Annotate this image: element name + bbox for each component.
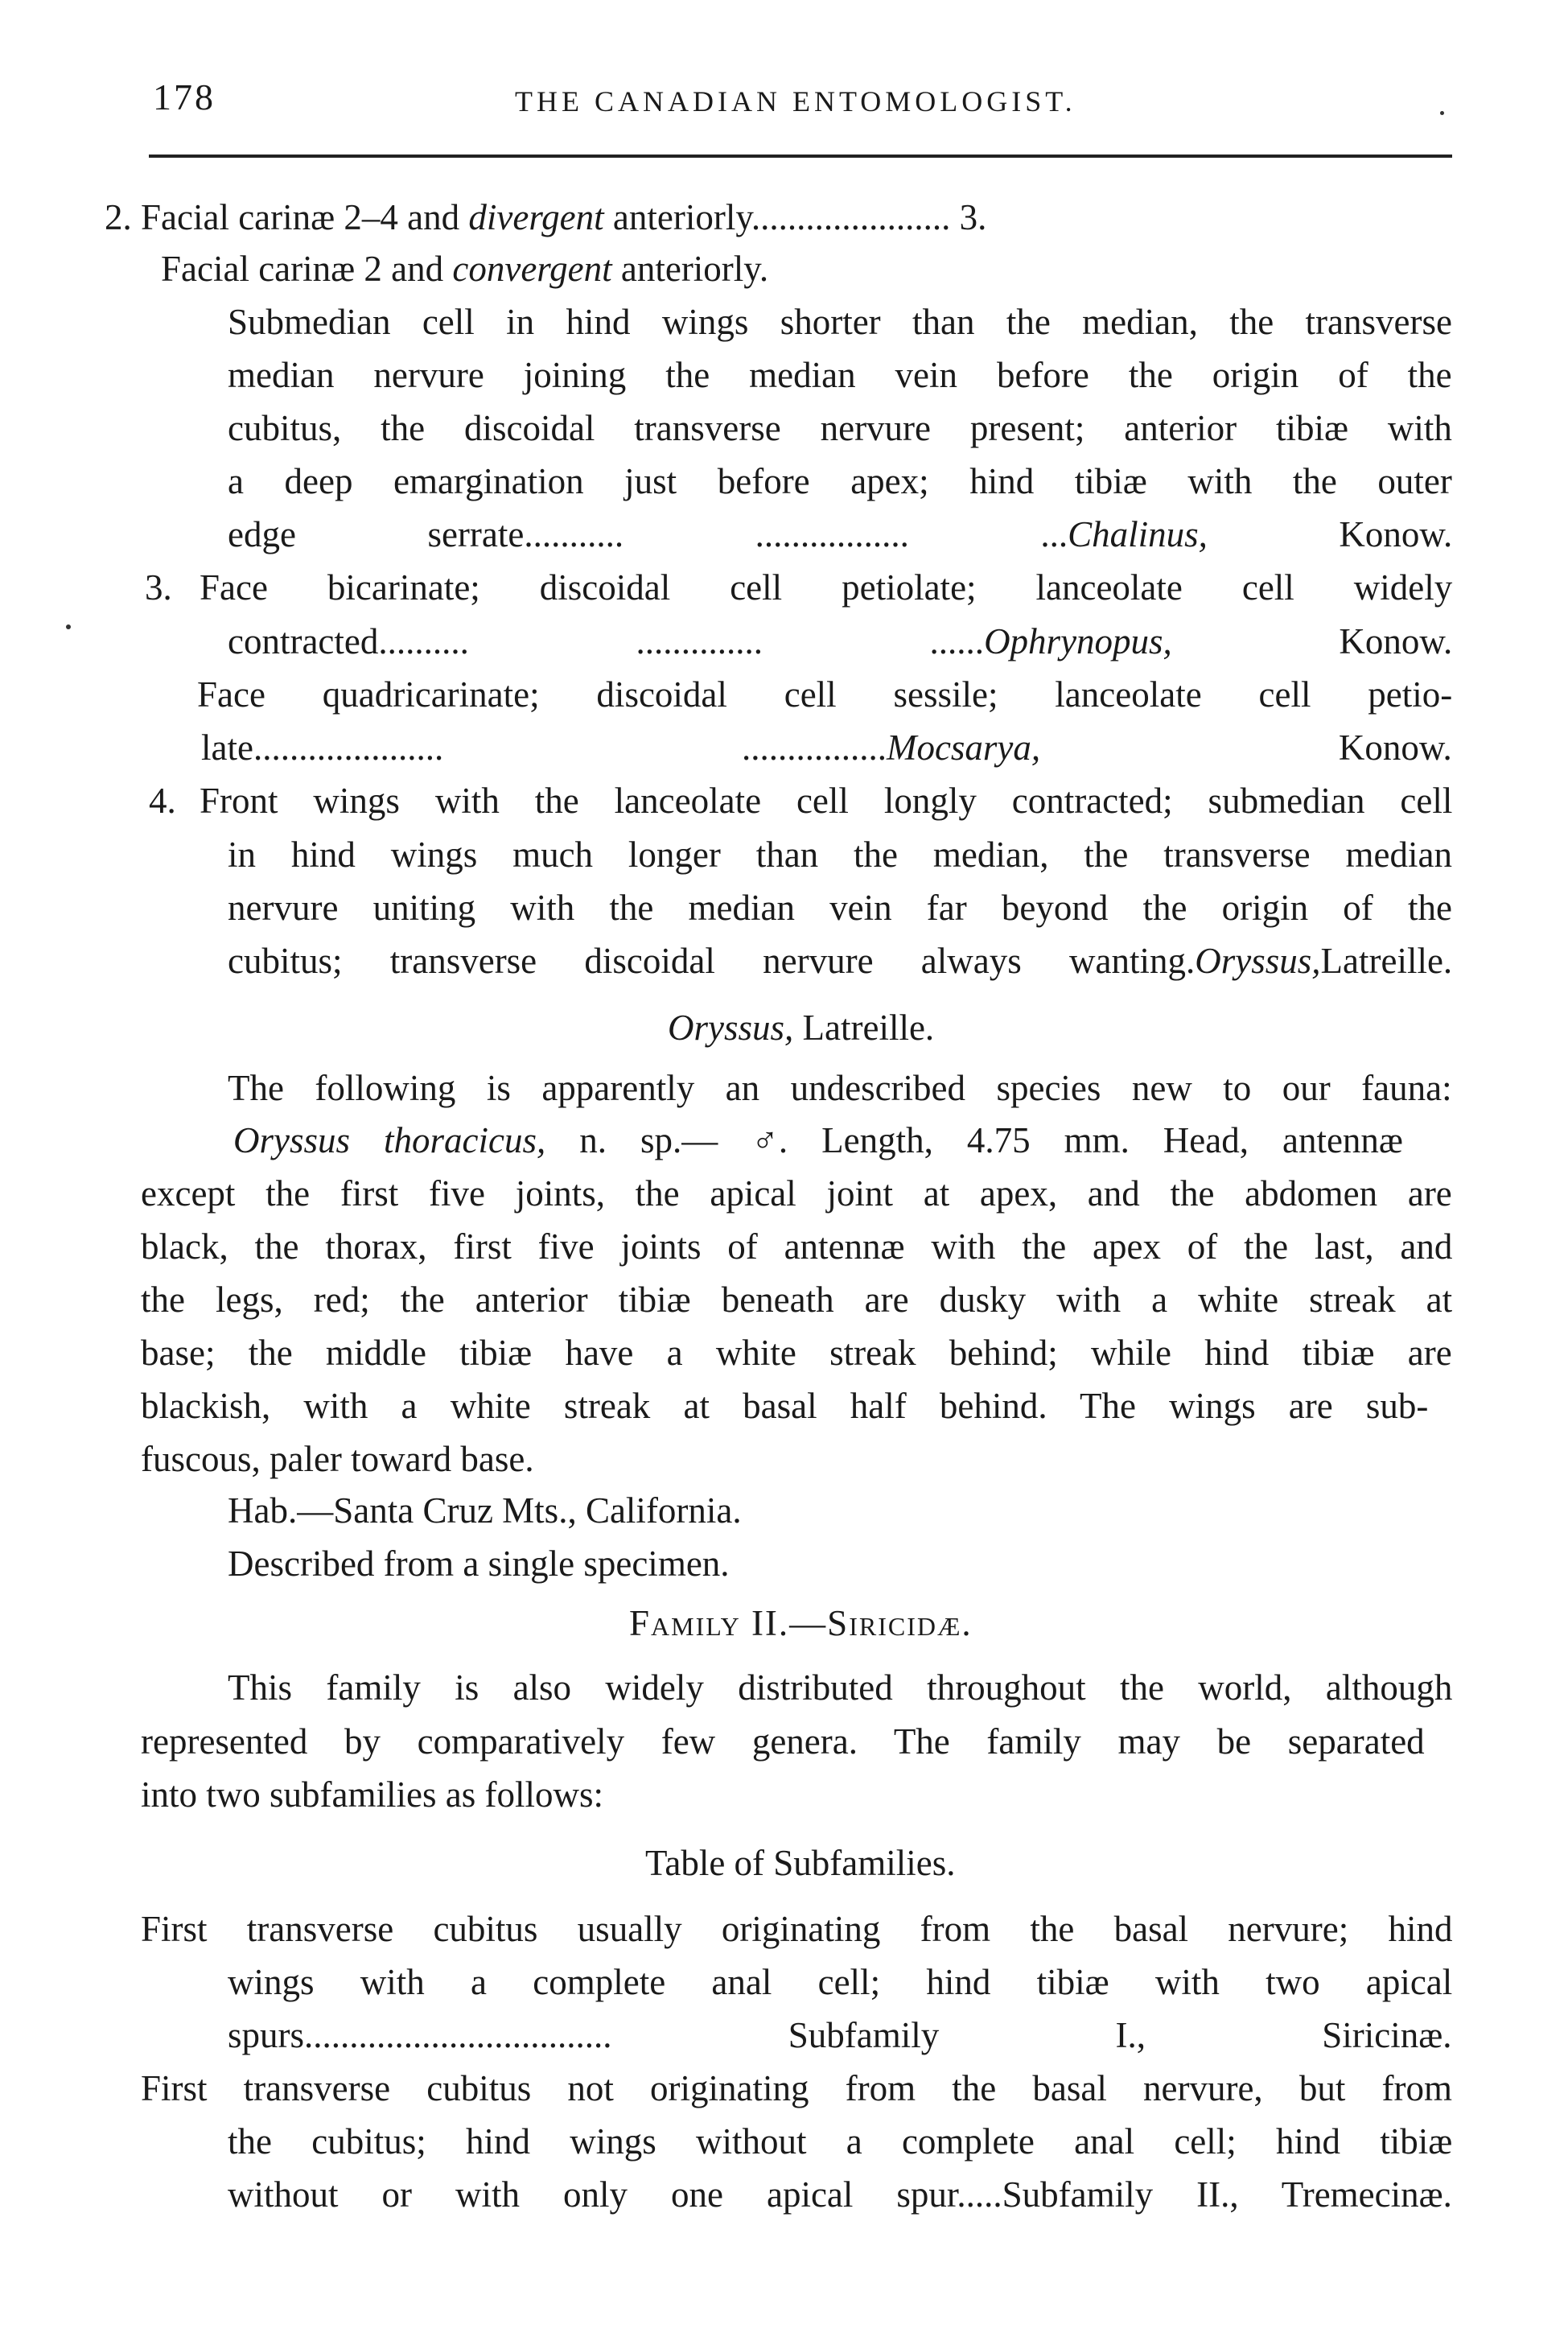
- text-run: Front wings with the lanceolate cell longly contracted; submedian cell: [200, 781, 1453, 821]
- margin-speck: [66, 624, 71, 629]
- text-run: base; the middle tibiæ have a white streak behind; while hind tibiæ are: [141, 1333, 1452, 1373]
- text-run: Latreille.: [793, 1008, 935, 1048]
- text-line: [200, 783, 1452, 819]
- text-line: [141, 2068, 1452, 2108]
- text-run: n. sp.— ♂. Length, 4.75 mm. Head, antennæ: [545, 1120, 1403, 1160]
- text-run: represented by comparatively few genera. The family may be separated: [141, 1721, 1425, 1762]
- text-run: anteriorly...................... 3.: [603, 197, 987, 237]
- text-run: anteriorly.: [611, 249, 769, 289]
- text-run: Submedian cell in hind wings shorter than the median, the transverse: [228, 302, 1452, 342]
- text-line: [141, 1173, 1452, 1214]
- italic-run: Mocsarya,: [886, 727, 1041, 768]
- text-run: into two subfamilies as follows:: [141, 1774, 603, 1815]
- text-line: [228, 1667, 1453, 1708]
- italic-run: divergent: [468, 197, 604, 237]
- text-run: median nervure joining the median vein before the origin of the: [228, 355, 1452, 395]
- text-line: [228, 837, 1452, 873]
- text-line: [141, 1226, 1453, 1267]
- text-line: [141, 1388, 1428, 1424]
- text-run: Konow.: [1207, 514, 1453, 554]
- text-run: nervure uniting with the median vein far beyond the origin of the: [228, 888, 1452, 928]
- text-line: [201, 727, 1452, 768]
- text-run: First transverse cubitus usually originating from the basal nervure; hind: [141, 1909, 1453, 1949]
- speck-mark: [1440, 111, 1444, 115]
- text-line: [228, 304, 1452, 340]
- text-run: in hind wings much longer than the median, the transverse median: [228, 835, 1452, 875]
- text-run: cubitus; transverse discoidal nervure always wanting.: [228, 941, 1196, 981]
- text-run: The following is apparently an undescribed species new to our fauna:: [228, 1068, 1452, 1108]
- key-number: 2.: [105, 197, 132, 237]
- text-run: Hab.—Santa Cruz Mts., California.: [228, 1490, 742, 1531]
- text-run: black, the thorax, first five joints of antennæ with the apex of the last, and: [141, 1226, 1453, 1267]
- text-line: [141, 1721, 1425, 1762]
- text-line: [233, 1120, 1403, 1160]
- text-run: Face bicarinate; discoidal cell petiolate; lanceolate cell widely: [200, 567, 1453, 608]
- table-heading: Table of Subfamilies.: [645, 1843, 956, 1883]
- key-number: 4.: [149, 781, 176, 821]
- text-run: contracted.......... .............. ......: [228, 621, 985, 661]
- text-line: [141, 1441, 534, 1477]
- text-line: [161, 251, 768, 287]
- running-head: THE CANADIAN ENTOMOLOGIST.: [515, 85, 1076, 117]
- text-line: [228, 357, 1452, 394]
- text-line: [228, 410, 1452, 447]
- italic-run: convergent: [452, 249, 612, 289]
- text-run: a deep emargination just before apex; hind tibiæ with the outer: [228, 461, 1452, 501]
- text-line: [200, 567, 1453, 608]
- text-run: without or with only one apical spur.....Subfamily II., Tremecinæ.: [228, 2174, 1452, 2215]
- text-run: Konow.: [1171, 621, 1453, 661]
- italic-run: Oryssus,: [668, 1008, 794, 1048]
- italic-run: Oryssus thoracicus,: [233, 1120, 546, 1160]
- text-line: [228, 943, 1452, 979]
- text-run: spurs.................................. Subfamily I., Siricinæ.: [228, 2015, 1452, 2055]
- italic-run: Ophrynopus,: [984, 621, 1172, 661]
- text-line: [141, 197, 987, 237]
- genus-heading: [668, 1010, 934, 1046]
- text-line: [228, 1543, 730, 1584]
- text-line: [228, 1964, 1452, 2001]
- text-run: the cubitus; hind wings without a complete anal cell; hind tibiæ: [228, 2121, 1453, 2162]
- italic-run: Chalinus,: [1068, 514, 1208, 554]
- key-number: 3.: [145, 567, 172, 608]
- text-line: [228, 2121, 1453, 2162]
- italic-run: Oryssus,: [1195, 941, 1321, 981]
- text-run: Konow.: [1040, 727, 1452, 768]
- text-run: edge serrate........... ................. ...: [228, 514, 1068, 554]
- text-run: late..................... ................: [201, 727, 887, 768]
- text-line: [228, 890, 1452, 926]
- text-line: [228, 2174, 1452, 2215]
- text-run: blackish, with a white streak at basal half behind. The wings are sub-: [141, 1386, 1429, 1426]
- text-run: Facial carinæ 2 and: [161, 249, 453, 289]
- text-line: [228, 1490, 742, 1531]
- page-number: 178: [153, 76, 216, 117]
- text-run: fuscous, paler toward base.: [141, 1439, 534, 1479]
- text-line: [141, 1774, 603, 1815]
- text-run: the legs, red; the anterior tibiæ beneath are dusky with a white streak at: [141, 1280, 1453, 1320]
- text-run: Described from a single specimen.: [228, 1543, 730, 1584]
- text-line: [141, 1282, 1452, 1318]
- text-run: wings with a complete anal cell; hind tibiæ with two apical: [228, 1962, 1453, 2002]
- text-line: [228, 514, 1453, 554]
- text-line: [197, 674, 1453, 715]
- text-run: First transverse cubitus not originating from the basal nervure, but from: [141, 2068, 1452, 2108]
- text-run: Facial carinæ 2–4 and: [141, 197, 469, 237]
- text-line: [141, 1335, 1452, 1371]
- text-line: [228, 621, 1453, 661]
- text-line: [141, 1911, 1452, 1947]
- text-run: Latreille.: [1320, 941, 1453, 981]
- text-line: [228, 2017, 1452, 2054]
- text-line: [228, 1070, 1452, 1107]
- text-run: This family is also widely distributed throughout the world, although: [228, 1667, 1453, 1708]
- family-heading: Family II.—Siricidæ.: [629, 1603, 973, 1643]
- text-run: except the first five joints, the apical joint at apex, and the abdomen are: [141, 1173, 1452, 1214]
- text-run: Face quadricarinate; discoidal cell sessile; lanceolate cell petio-: [197, 674, 1453, 715]
- text-line: [228, 461, 1452, 501]
- text-run: cubitus, the discoidal transverse nervure present; anterior tibiæ with: [228, 408, 1452, 448]
- header-rule: [149, 155, 1452, 158]
